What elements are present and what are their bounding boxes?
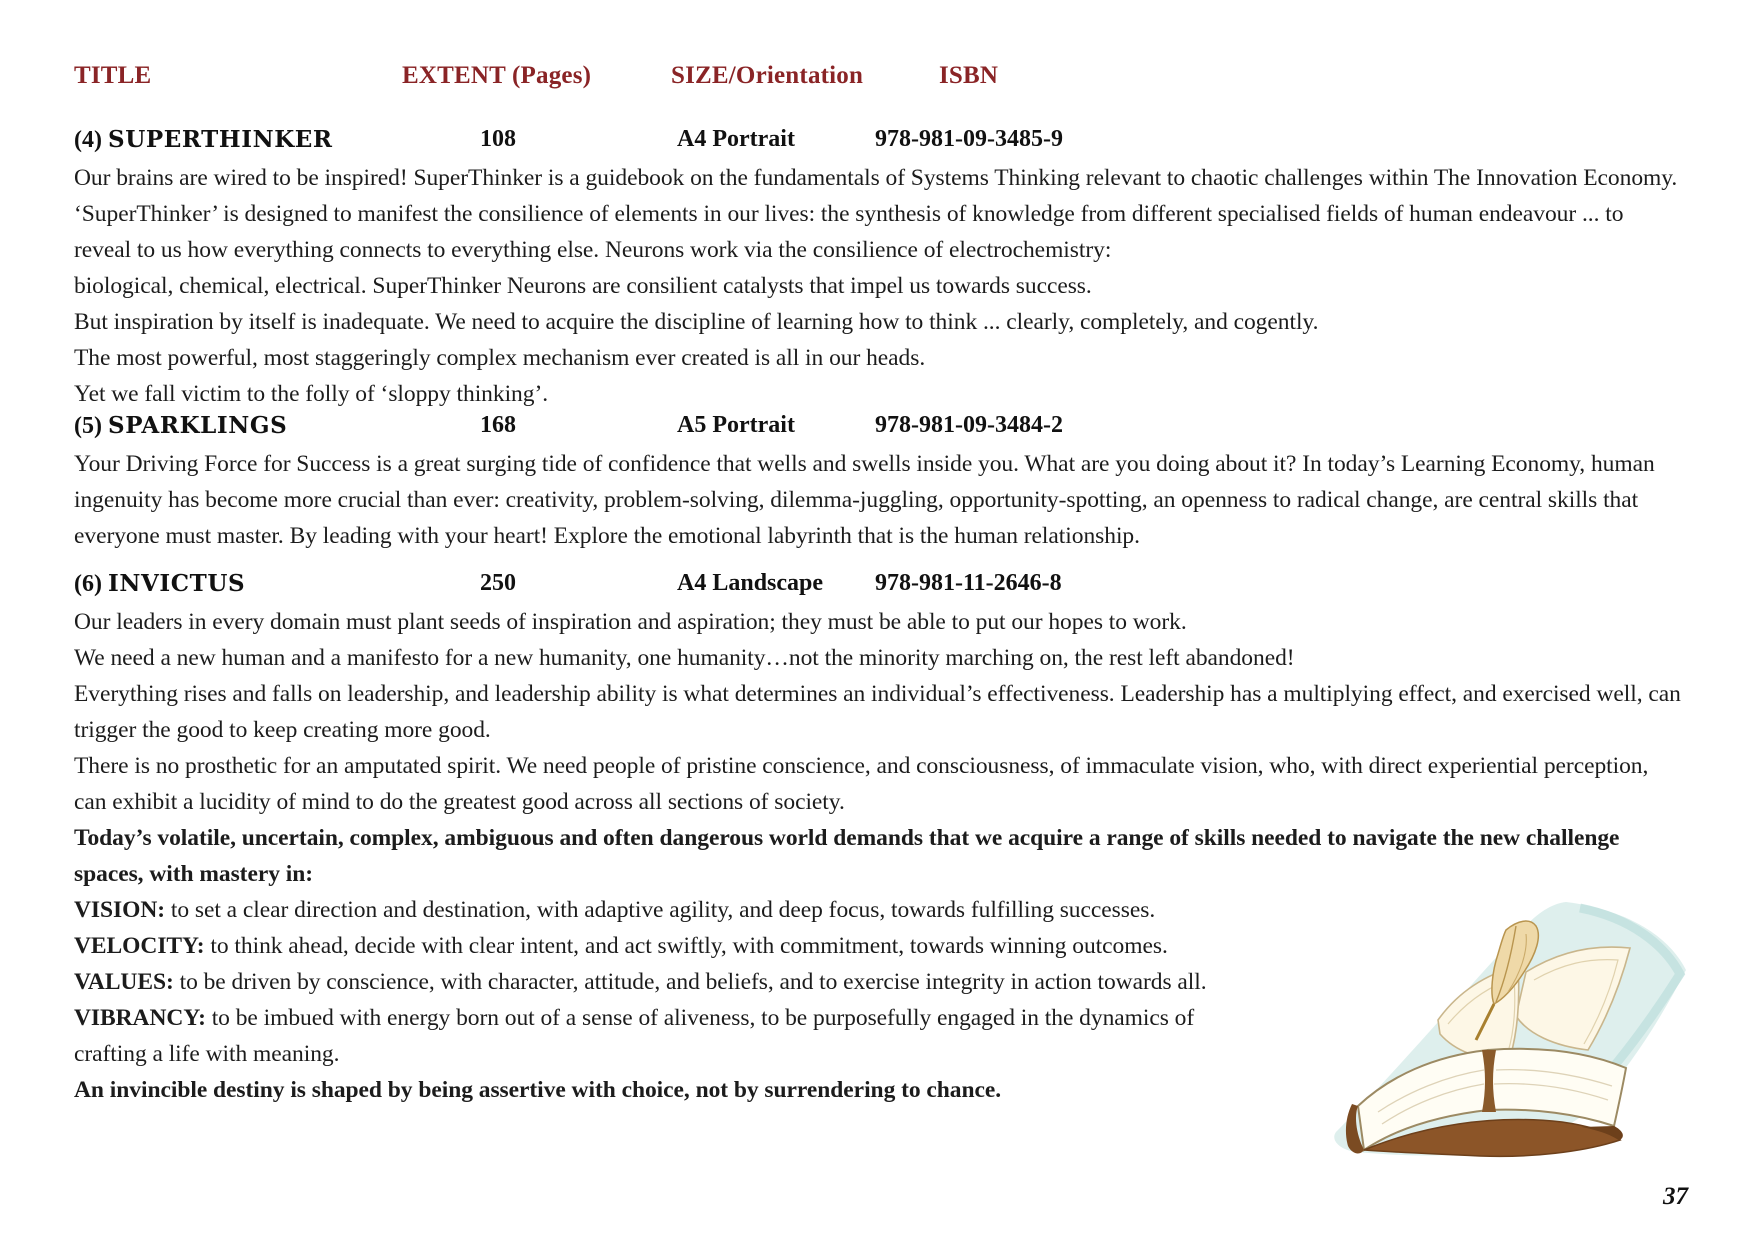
entry-title: INVICTUS [107,570,246,597]
entry-title: SUPERTHINKER [107,126,333,153]
entry-body [74,604,1686,1108]
closing-line: An invincible destiny is shaped by being assertive with choice, not by surrendering to chance. [74,1077,1002,1103]
body-paragraph: biological, chemical, electrical. SuperThinker Neurons are consilient catalysts that impel us towards success. [74,273,1092,299]
book-entry-superthinker [74,126,1686,412]
column-header-isbn: ISBN [939,62,999,89]
entry-extent: 168 [480,412,516,438]
entry-title-cell [74,126,333,154]
entry-title-cell [74,570,245,598]
entry-size: A4 Landscape [677,570,824,596]
body-paragraph: But inspiration by itself is inadequate. We need to acquire the discipline of learning how to think ... clearly, completely, and cogently. [74,309,1319,335]
book-entry-invictus [74,570,1686,1108]
entry-header [74,126,1686,160]
entry-extent: 108 [480,126,516,152]
entry-title: SPARKLINGS [107,412,288,439]
column-header-title: TITLE [74,62,152,89]
entry-isbn: 978-981-09-3485-9 [875,126,1063,152]
body-paragraph: Our leaders in every domain must plant seeds of inspiration and aspiration; they must be able to put our hopes to work. [74,609,1187,635]
entry-title-cell [74,412,287,440]
book-entry-sparklings [74,412,1686,554]
entry-header [74,412,1686,446]
entry-size: A4 Portrait [677,126,795,152]
body-paragraph: Our brains are wired to be inspired! SuperThinker is a guidebook on the fundamentals of Systems Thinking relevant to chaotic challenges within The Innovation Economy. ‘SuperThinker’ is designed to manifest the consilience of elements in our lives: the synthesis of knowledge from different specialised fields of human endeavour ... to reveal to us how everything connects to everything else. Neurons work via the consilience of electrochemistry: [74,165,1678,263]
column-header-extent: EXTENT (Pages) [402,62,592,89]
body-paragraph: Everything rises and falls on leadership, and leadership ability is what determines an individual’s effectiveness. Leadership has a multiplying effect, and exercised well, can trigger the good to keep creating more good. [74,681,1681,743]
entry-body [74,446,1686,554]
body-paragraph: There is no prosthetic for an amputated spirit. We need people of pristine conscience, and consciousness, of immaculate vision, who, with direct experiential perception, can exhibit a lucidity of mind to do the greatest good across all sections of society. [74,753,1649,815]
mastery-text: to set a clear direction and destination, with adaptive agility, and deep focus, towards fulfilling successes. [165,897,1156,923]
page-number: 37 [1663,1183,1688,1210]
mastery-item-vision [74,892,1554,928]
mastery-key: VALUES: [74,969,174,995]
body-paragraph: We need a new human and a manifesto for a new humanity, one humanity…not the minority marching on, the rest left abandoned! [74,645,1295,671]
mastery-item-vibrancy [74,1000,1254,1072]
body-paragraph: The most powerful, most staggeringly complex mechanism ever created is all in our heads. [74,345,926,371]
entry-body [74,160,1686,412]
body-paragraph: Yet we fall victim to the folly of ‘sloppy thinking’. [74,381,549,407]
mastery-text: to be driven by conscience, with character, attitude, and beliefs, and to exercise integrity in action towards all. [173,969,1207,995]
entry-number: (4) [74,127,102,153]
mastery-item-velocity [74,928,1554,964]
mastery-intro: Today’s volatile, uncertain, complex, ambiguous and often dangerous world demands that we acquire a range of skills needed to navigate the new challenge spaces, with mastery in: [74,825,1620,887]
entry-extent: 250 [480,570,516,596]
entry-number: (5) [74,413,102,439]
mastery-key: VISION: [74,897,166,923]
entry-number: (6) [74,571,102,597]
mastery-text: to think ahead, decide with clear intent, and act swiftly, with commitment, towards winning outcomes. [204,933,1168,959]
entry-isbn: 978-981-11-2646-8 [875,570,1062,596]
mastery-key: VIBRANCY: [74,1005,206,1031]
column-header-size: SIZE/Orientation [671,62,864,89]
entry-size: A5 Portrait [677,412,795,438]
mastery-item-values [74,964,1554,1000]
entry-isbn: 978-981-09-3484-2 [875,412,1063,438]
mastery-text: to be imbued with energy born out of a sense of aliveness, to be purposefully engaged in the dynamics of crafting a life with meaning. [74,1005,1195,1067]
body-paragraph: Your Driving Force for Success is a great surging tide of confidence that wells and swells inside you. What are you doing about it? In today’s Learning Economy, human ingenuity has become more crucial than ever: creativity, problem-solving, dilemma-juggling, opportunity-spotting, an openness to radical change, are central skills that everyone must master. By leading with your heart! Explore the emotional labyrinth that is the human relationship. [74,451,1655,549]
mastery-key: VELOCITY: [74,933,205,959]
entry-header [74,570,1686,604]
